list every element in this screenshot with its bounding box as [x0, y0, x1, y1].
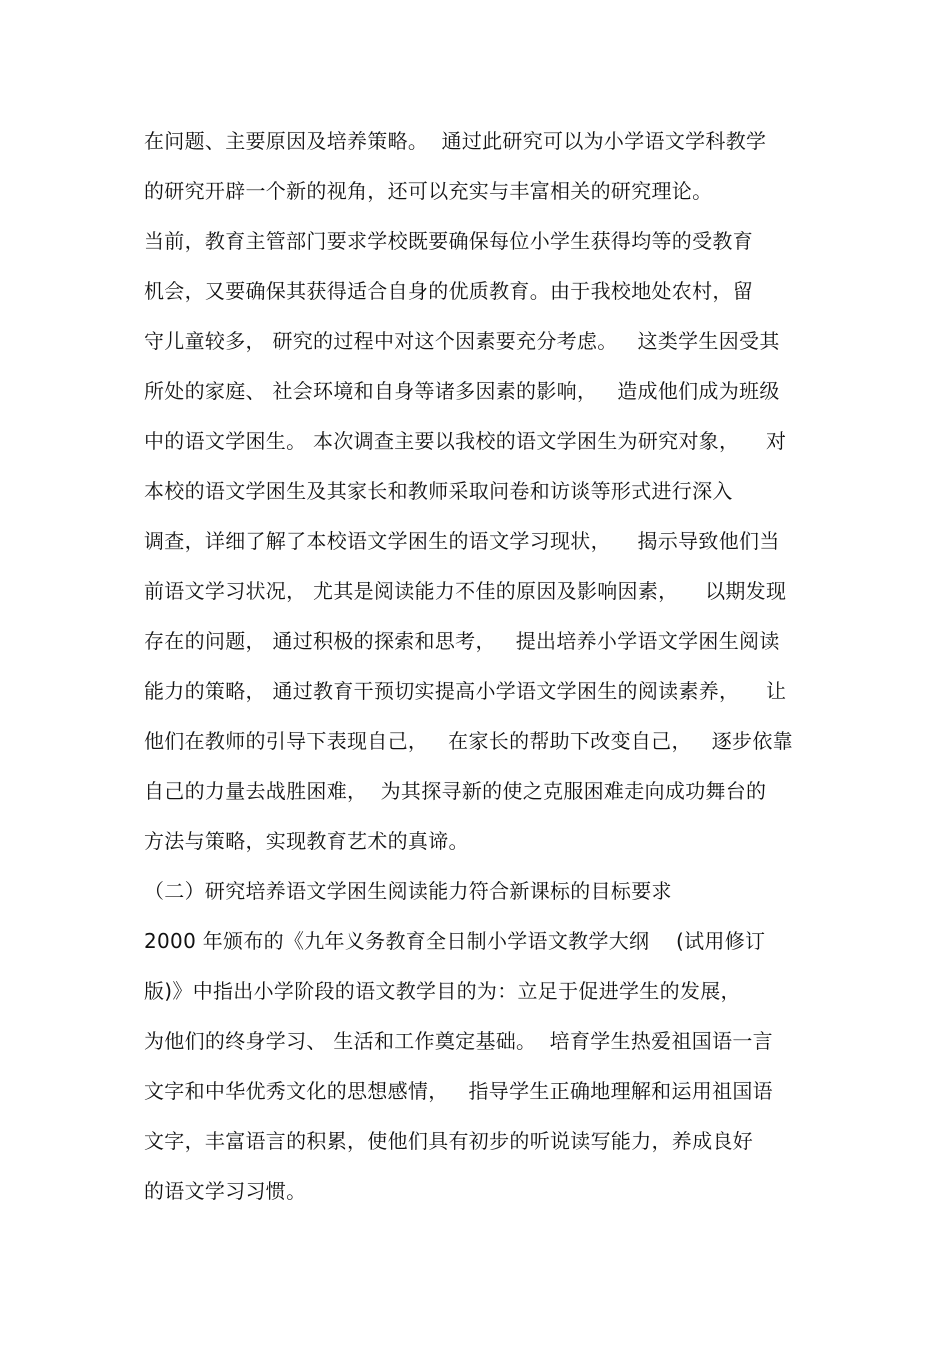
paragraph-line: 的研究开辟一个新的视角，还可以充实与丰富相关的研究理论。 [144, 179, 713, 203]
paragraph-line: 能力的策略， 通过教育干预切实提高小学语文学困生的阅读素养， 让 [144, 679, 787, 703]
paragraph-line: 当前，教育主管部门要求学校既要确保每位小学生获得均等的受教育 [144, 229, 753, 253]
paragraph-line: 调查，详细了解了本校语文学困生的语文学习现状， 揭示导致他们当 [144, 529, 780, 553]
paragraph-line: 在问题、主要原因及培养策略。 通过此研究可以为小学语文学科教学 [144, 129, 767, 153]
paragraph-line: 中的语文学困生。 本次调查主要以我校的语文学困生为研究对象， 对 [144, 429, 787, 453]
paragraph-line: 机会，又要确保其获得适合自身的优质教育。由于我校地处农村，留 [144, 279, 753, 303]
paragraph-line: 自己的力量去战胜困难， 为其探寻新的使之克服困难走向成功舞台的 [144, 779, 767, 803]
paragraph-line: 文字，丰富语言的积累，使他们具有初步的听说读写能力，养成良好 [144, 1129, 753, 1153]
paragraph-line: 守儿童较多， 研究的过程中对这个因素要充分考虑。 这类学生因受其 [144, 329, 780, 353]
paragraph-line: 所处的家庭、 社会环境和自身等诸多因素的影响， 造成他们成为班级 [144, 379, 780, 403]
paragraph-line: 方法与策略，实现教育艺术的真谛。 [144, 829, 469, 853]
paragraph-line: 本校的语文学困生及其家长和教师采取问卷和访谈等形式进行深入 [144, 479, 733, 503]
paragraph-line: 为他们的终身学习、 生活和工作奠定基础。 培育学生热爱祖国语一言 [144, 1029, 773, 1053]
paragraph-line: 他们在教师的引导下表现自己， 在家长的帮助下改变自己， 逐步依靠 [144, 729, 793, 753]
paragraph-line: 文字和中华优秀文化的思想感情， 指导学生正确地理解和运用祖国语 [144, 1079, 773, 1103]
paragraph-line: 存在的问题， 通过积极的探索和思考， 提出培养小学语文学困生阅读 [144, 629, 780, 653]
paragraph-line: 2000 年颁布的《九年义务教育全日制小学语文教学大纲 (试用修订 [144, 929, 766, 953]
paragraph-line: 的语文学习习惯。 [144, 1179, 307, 1203]
paragraph-line: 版)》中指出小学阶段的语文教学目的为：立足于促进学生的发展， [144, 979, 741, 1003]
paragraph-line: 前语文学习状况， 尤其是阅读能力不佳的原因及影响因素， 以期发现 [144, 579, 787, 603]
section-heading: （二）研究培养语文学困生阅读能力符合新课标的目标要求 [144, 879, 672, 903]
